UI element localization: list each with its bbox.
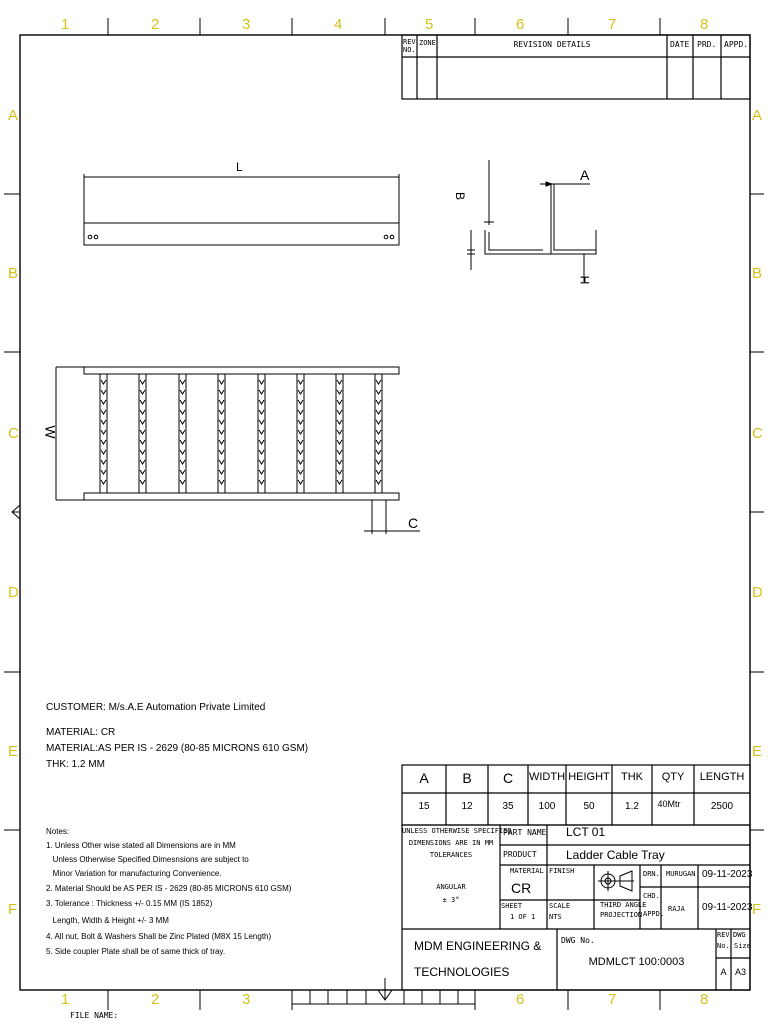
material-standard-line: MATERIAL:AS PER IS - 2629 (80-85 MICRONS 610 GSM) <box>46 743 309 754</box>
projection-label-1: THIRD ANGLE <box>600 901 647 909</box>
tolerances-label: TOLERANCES <box>429 851 473 859</box>
scale-label: SCALE <box>549 902 571 910</box>
note-line: 3. Tolerance : Thickness +/- 0.15 MM (IS 1852) <box>46 899 213 908</box>
zone-col-7: 7 <box>608 16 617 33</box>
dwg-no-label: DWG No. <box>561 936 595 945</box>
dim-value-qty: 40Mtr <box>657 799 681 809</box>
dim-header-qty: QTY <box>661 771 685 783</box>
thickness-line: THK: 1.2 MM <box>46 759 105 770</box>
tolerance-note-2: DIMENSIONS ARE IN MM <box>408 839 494 847</box>
rev-label: REV <box>717 931 730 939</box>
zone-row-f: F <box>8 901 18 918</box>
appd-header: APPD. <box>724 40 749 49</box>
projection-label-2: PROJECTION <box>600 911 643 919</box>
dwg-no-value: MDMLCT 100:0003 <box>588 956 685 968</box>
customer-name: CUSTOMER: M/s.A.E Automation Private Limited <box>46 702 266 713</box>
rev-no-header: REV NO. <box>403 38 416 54</box>
rev-no-label: No. <box>717 942 730 950</box>
zone-row-c: C <box>8 425 19 442</box>
drn-name: MURUGAN <box>666 870 696 878</box>
dim-value-width: 100 <box>538 801 556 812</box>
note-line: Minor Variation for manufacturing Convenience. <box>46 869 222 878</box>
dim-value-thk: 1.2 <box>625 801 639 812</box>
material-line: MATERIAL: CR <box>46 727 116 738</box>
part-name-value: LCT 01 <box>566 825 606 839</box>
zone-row-d: D <box>8 584 19 601</box>
dim-label-length: L <box>236 160 243 174</box>
company-name-line-1: MDM ENGINEERING & <box>414 939 542 953</box>
drn-label: DRN. <box>643 870 660 878</box>
note-line: Length, Width & Height +/- 3 MM <box>46 916 169 925</box>
part-name-label: PART NAME <box>503 828 547 837</box>
note-line: 5. Side coupler Plate shall be of same thick of tray. <box>46 947 226 956</box>
zone-col-5: 5 <box>425 16 434 33</box>
revision-details-header: REVISION DETAILS <box>513 40 591 49</box>
material-value: CR <box>511 880 532 896</box>
zone-col-1-bottom: 1 <box>61 991 70 1008</box>
dim-header-thk: THK <box>621 771 643 783</box>
zone-col-6-bottom: 6 <box>516 991 525 1008</box>
zone-header: ZONE <box>419 39 436 47</box>
dim-value-c: 35 <box>502 801 514 812</box>
company-name-line-2: TECHNOLOGIES <box>414 965 510 979</box>
zone-row-e-right: E <box>752 743 763 760</box>
chd-label: CHD. <box>643 892 660 900</box>
tolerance-note-1: UNLESS OTHERWISE SPECIFIED <box>402 827 512 835</box>
note-line: Unless Otherwise Specified Dimesnsions are subject to <box>46 855 249 864</box>
zone-row-b: B <box>8 265 19 282</box>
zone-row-b-right: B <box>752 265 763 282</box>
dim-value-height: 50 <box>583 801 595 812</box>
notes-heading: Notes: <box>46 827 70 836</box>
scale-value: NTS <box>549 913 562 921</box>
zone-col-8-bottom: 8 <box>700 991 709 1008</box>
prd-header: PRD. <box>697 40 717 49</box>
dim-header-length: LENGTH <box>699 771 745 783</box>
zone-col-2: 2 <box>151 16 160 33</box>
note-line: 2. Material Should be AS PER IS - 2629 (80-85 MICRONS 610 GSM) <box>46 884 292 893</box>
dim-label-a: A <box>580 167 590 183</box>
zone-row-f-right: F <box>752 901 762 918</box>
product-label: PRODUCT <box>503 850 537 859</box>
zone-col-1: 1 <box>61 16 70 33</box>
dim-value-a: 15 <box>418 801 430 812</box>
dim-label-c: C <box>408 515 419 531</box>
product-value: Ladder Cable Tray <box>566 848 665 862</box>
dim-header-height: HEIGHT <box>568 771 610 783</box>
chd-date: 09-11-2023 <box>702 902 753 913</box>
zone-col-6: 6 <box>516 16 525 33</box>
angular-label: ANGULAR <box>436 883 466 891</box>
dwg-size-value: A3 <box>734 967 746 977</box>
dim-header-c: C <box>502 770 514 786</box>
zone-col-3-bottom: 3 <box>242 991 251 1008</box>
dim-label-width: W <box>42 425 59 439</box>
zone-col-3: 3 <box>242 16 251 33</box>
zone-row-c-right: C <box>752 425 763 442</box>
dim-label-h: H <box>577 275 592 285</box>
zone-col-2-bottom: 2 <box>151 991 160 1008</box>
dim-header-width: WIDTH <box>528 771 566 783</box>
finish-label: FINISH <box>549 867 575 875</box>
date-header: DATE <box>670 40 690 49</box>
zone-row-d-right: D <box>752 584 763 601</box>
dim-label-b: B <box>453 191 468 201</box>
drn-date: 09-11-2023 <box>702 869 753 880</box>
dim-header-a: A <box>419 770 429 786</box>
third-angle-projection-symbol <box>598 871 634 891</box>
rev-value: A <box>720 967 727 977</box>
dim-header-b: B <box>462 770 472 786</box>
angular-value: ± 3° <box>442 896 460 904</box>
sheet-value: 1 OF 1 <box>510 913 536 921</box>
dwg-size-label-2: Size <box>734 942 751 950</box>
material-label: MATERIAL <box>510 867 544 875</box>
dim-value-length: 2500 <box>710 801 734 812</box>
zone-col-4: 4 <box>334 16 343 33</box>
sheet-label: SHEET <box>501 902 523 910</box>
chd-name: RAJA <box>668 905 685 913</box>
appd-label: APPD. <box>643 910 665 918</box>
note-line: 4. All nut, Bolt & Washers Shall be Zinc Plated (M8X 15 Length) <box>46 932 272 941</box>
note-line: 1. Unless Other wise stated all Dimensions are in MM <box>46 841 236 850</box>
file-name-label: FILE NAME: <box>70 1011 119 1020</box>
zone-col-7-bottom: 7 <box>608 991 617 1008</box>
zone-row-a: A <box>8 107 19 124</box>
zone-row-a-right: A <box>752 107 763 124</box>
zone-row-e: E <box>8 743 19 760</box>
zone-col-8: 8 <box>700 16 709 33</box>
dim-value-b: 12 <box>461 801 473 812</box>
dwg-size-label: DWG <box>733 931 746 939</box>
